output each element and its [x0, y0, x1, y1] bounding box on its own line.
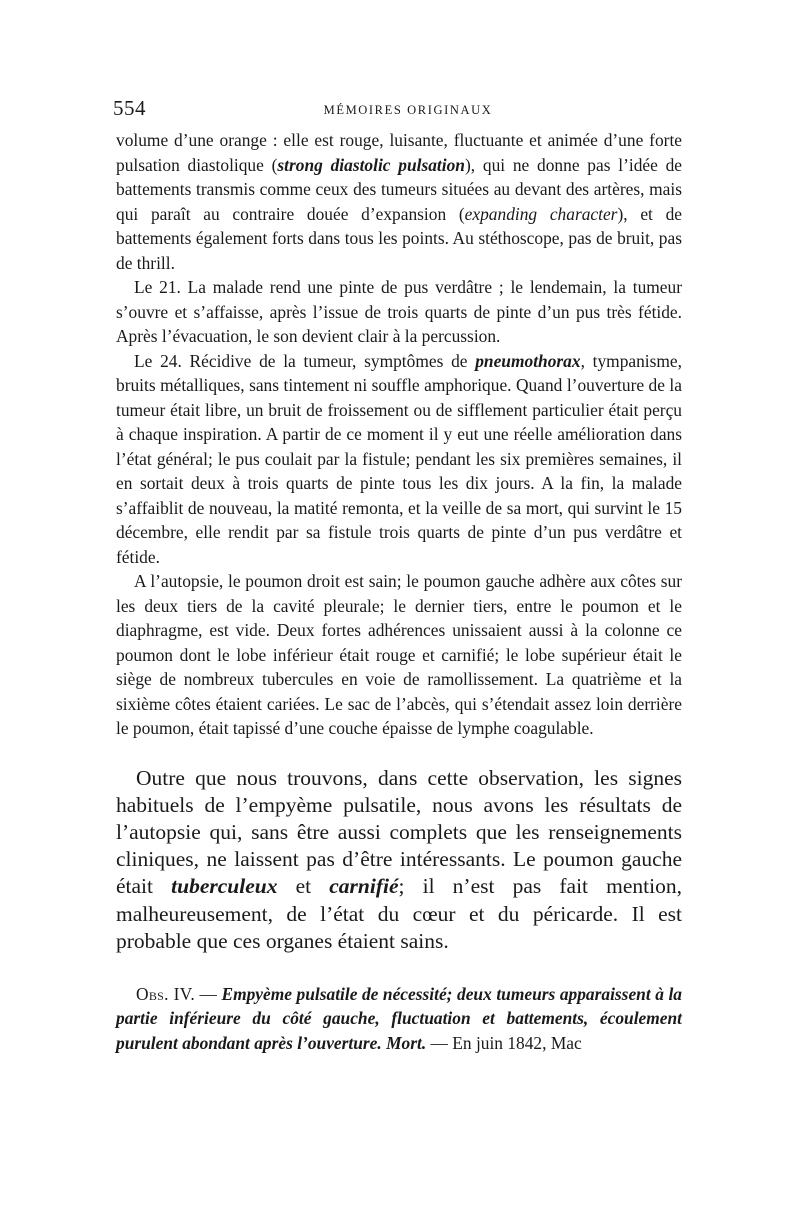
paragraph-commentary — [116, 765, 682, 955]
paragraph-day-21: Le 21. La malade rend une pinte de pus verdâtre ; le lendemain, la tumeur s’ouvre et s’affaisse, après l’issue de trois quarts de pinte d’un pus très fétide. Après l’évacuation, le son devient clair à la percussion. — [116, 277, 682, 346]
text-span: et — [277, 874, 330, 899]
body-text — [116, 128, 682, 1055]
emphasis-term: carnifié — [329, 874, 399, 899]
text-span: volume d’une orange : elle est rouge, luisante, fluctuante et animée d’une forte pulsation diastolique ( — [116, 130, 682, 175]
text-span: ), qui ne donne pas l’idée de battements transmis comme ceux des tumeurs situées au devant des artères, mais qui paraît au contraire douée d’expansion ( — [116, 154, 683, 224]
text-span: — En juin 1842, Mac — [426, 1032, 582, 1053]
english-term: strong diastolic pulsation — [277, 154, 465, 175]
english-term: expanding character — [464, 203, 618, 224]
observation-label: Obs. IV. — [136, 983, 195, 1004]
text-span: Outre que nous trouvons, dans cette observation, les signes habituels de l’empyème pulsatile, nous avons les résultats de l’autopsie qui, sans être aussi complets que les renseignements cliniques, ne laissent pas d’être intéressants. Le poumon gauche était — [116, 765, 682, 899]
emphasis-term: tuberculeux — [171, 874, 278, 899]
text-span: ), et de battements également forts dans tous les points. Au stéthoscope, pas de bruit, pas de thrill. — [116, 203, 682, 273]
text-span: Le 24. Récidive de la tumeur, symptômes de — [134, 350, 476, 371]
page-number: 554 — [113, 96, 146, 120]
medical-term: pneumothorax — [475, 350, 581, 371]
paragraph-day-24 — [116, 349, 682, 570]
text-span: , tympanisme, bruits métalliques, sans tintement ni souffle amphorique. Quand l’ouverture de la tumeur était libre, un bruit de froissement ou de sifflement particulier était perçu à chaque inspiration. A partir de ce moment il y eut une réelle amélioration dans l’état général; le pus coulait par la fistule; pendant les six premières semaines, il en sortait deux à trois quarts de pinte tous les dix jours. A la fin, la malade s’affaiblit de nouveau, la matité remonta, et la veille de sa mort, qui survint le 15 décembre, elle rendit par sa fistule trois quarts de pinte d’un pus verdâtre et fétide. — [116, 350, 682, 567]
text-span: — — [195, 983, 222, 1004]
paragraph-autopsy: A l’autopsie, le poumon droit est sain; le poumon gauche adhère aux côtes sur les deux tiers de la cavité pleurale; le dernier tiers, entre le poumon et le diaphragme, est vide. Deux fortes adhérences unissaient aussi à la colonne ce poumon dont le lobe inférieur était rouge et carnifié; le lobe supérieur était le siège de nombreux tubercules en voie de ramollissement. La quatrième et la sixième côtes étaient cariées. Le sac de l’abcès, qui s’étendait assez loin derrière le poumon, était tapissé d’une couche épaisse de lymphe coagulable. — [116, 571, 682, 738]
running-head: MÉMOIRES ORIGINAUX — [323, 103, 493, 117]
observation-title: Empyème pulsatile de nécessité; deux tumeurs apparaissent à la partie inférieure du côté gauche, fluctuation et battements, écoulement purulent abondant après l’ouverture. Mort. — [116, 983, 682, 1053]
text-span: ; il n’est pas fait mention, malheureusement, de l’état du cœur et du péricarde. Il est probable que ces organes étaient sains. — [116, 874, 682, 953]
paragraph-tumor-description — [116, 128, 682, 275]
observation-heading — [116, 982, 682, 1056]
